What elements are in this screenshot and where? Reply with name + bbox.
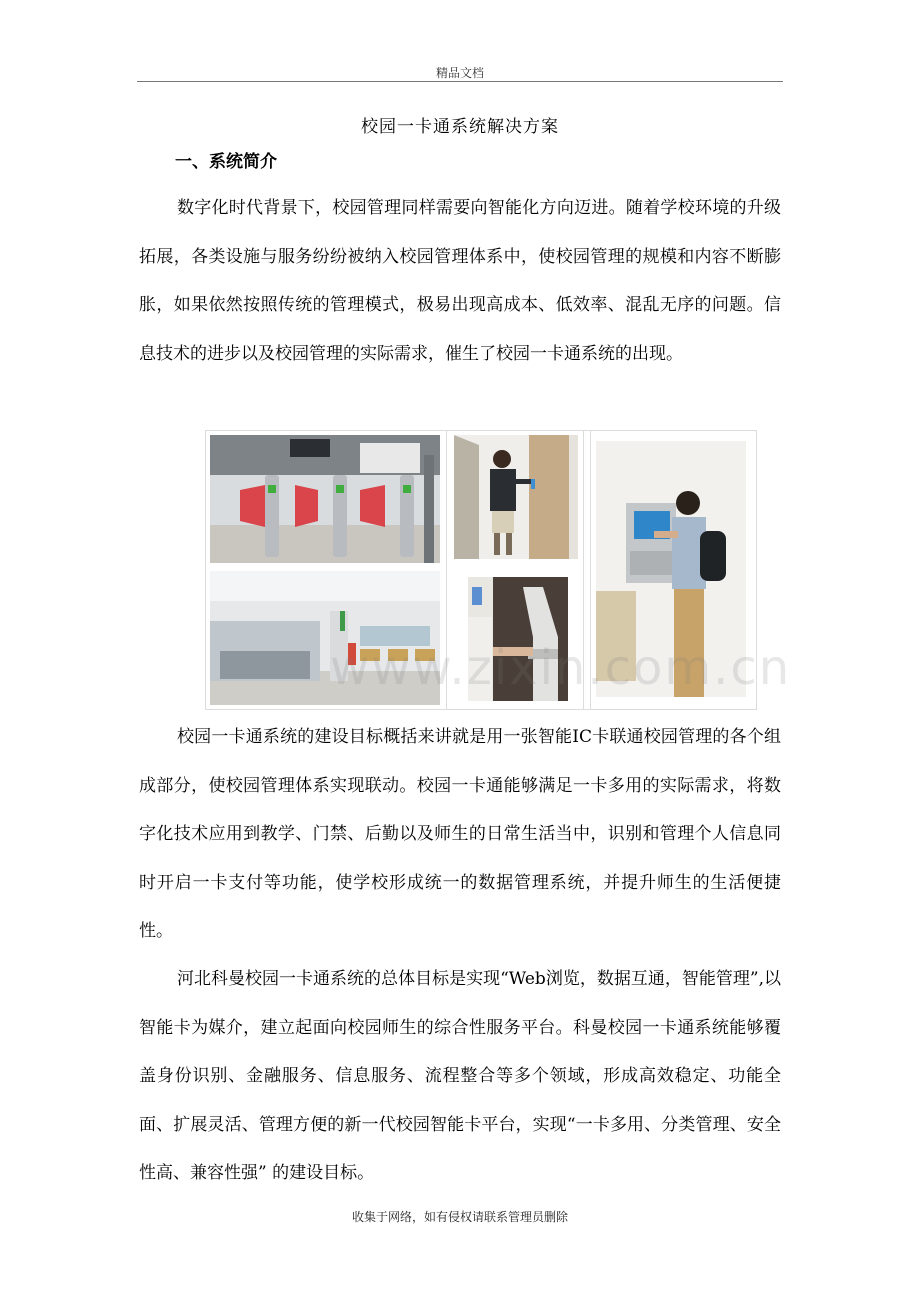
document-title: 校园一卡通系统解决方案: [361, 117, 559, 137]
photo-turnstile-gates: [210, 435, 440, 563]
paragraph-objectives: 河北科曼校园一卡通系统的总体目标是实现“Web浏览，数据互通，智能管理”,以智能卡为媒介，建立起面向校园师生的综合性服务平台。科曼校园一卡通系统能够覆盖身份识别、金融服务、信息服务、流程整合等多个领域，形成高效稳定、功能全面、扩展灵活、管理方便的新一代校园智能卡平台，实现“一卡多用、分类管理、安全性高、兼容性强” 的建设目标。: [139, 969, 781, 1183]
paragraph-goals: 校园一卡通系统的建设目标概括来讲就是用一张智能IC卡联通校园管理的各个组成部分，使校园管理体系实现联动。校园一卡通能够满足一卡多用的实际需求，将数字化技术应用到教学、门禁、后勤以及师生的日常生活当中，识别和管理个人信息同时开启一卡支付等功能，使学校形成统一的数据管理系统，并提升师生的生活便捷性。: [139, 727, 781, 941]
photo-door-access: [454, 435, 578, 559]
page-footer: 收集于网络，如有侵权请联系管理员删除: [351, 1210, 568, 1224]
section-heading: 一、系统简介: [175, 152, 277, 172]
watermark: www.zixin.com.cn: [330, 640, 792, 696]
page-header: 精品文档: [435, 66, 484, 80]
header-rule: [137, 81, 783, 82]
paragraph-intro: 数字化时代背景下，校园管理同样需要向智能化方向迈进。随着学校环境的升级拓展，各类设施与服务纷纷被纳入校园管理体系中，使校园管理的规模和内容不断膨胀，如果依然按照传统的管理模式，极易出现高成本、低效率、混乱无序的问题。信息技术的进步以及校园管理的实际需求，催生了校园一卡通系统的出现。: [139, 198, 781, 364]
